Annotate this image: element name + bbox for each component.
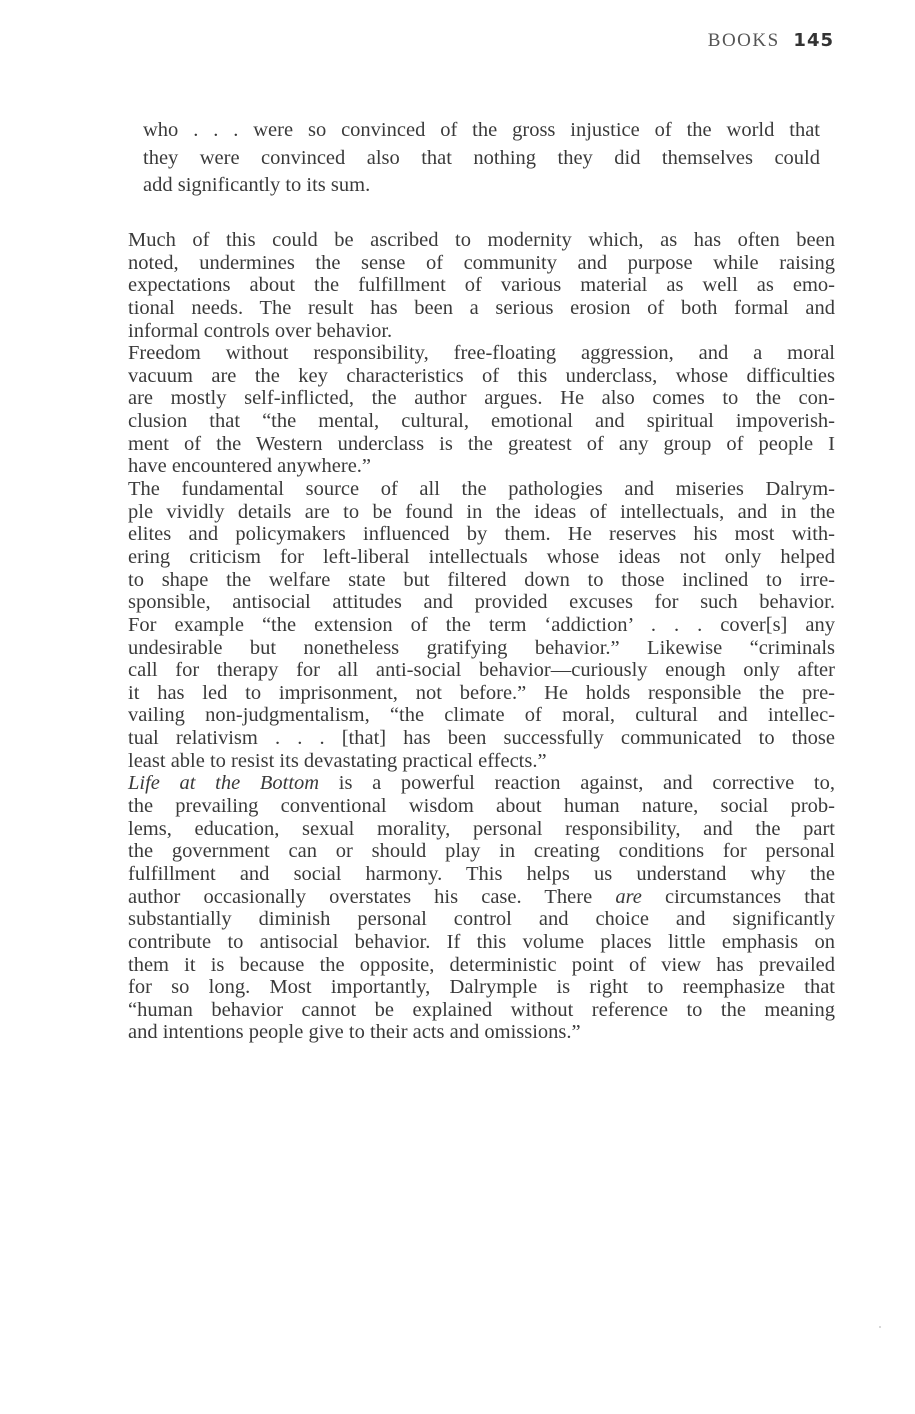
paragraph-life-at-the-bottom	[128, 772, 835, 1044]
quote-line: who . . . were so convinced of the gross injustice of the world that	[143, 119, 820, 141]
paragraph-intellectuals	[128, 478, 835, 772]
text-line	[128, 772, 835, 795]
text-line: call for therapy for all anti-social behavior—curiously enough only after	[128, 659, 835, 682]
text-line	[128, 886, 835, 909]
paragraph-freedom	[128, 342, 835, 478]
running-head	[708, 30, 834, 52]
quote-line: they were convinced also that nothing they did themselves could	[143, 146, 820, 169]
text-line: the prevailing conventional wisdom about human nature, social prob-	[128, 795, 835, 818]
text-line: the government can or should play in creating conditions for personal	[128, 840, 835, 863]
text-segment: author occasionally overstates his case. There	[128, 885, 616, 908]
text-line: The fundamental source of all the pathologies and miseries Dalrym-	[128, 478, 835, 501]
body-text	[128, 229, 835, 1044]
text-line: for so long. Most importantly, Dalrymple is right to reemphasize that	[128, 976, 835, 999]
quote-line: add significantly to its sum.	[143, 174, 371, 196]
text-line: are mostly self-inflicted, the author argues. He also comes to the con-	[128, 387, 835, 410]
text-line: and intentions people give to their acts and omissions.”	[128, 1021, 581, 1044]
text-line: ple vividly details are to be found in the ideas of intellectuals, and in the	[128, 500, 835, 523]
text-line: noted, undermines the sense of community and purpose while raising	[128, 251, 835, 274]
text-line: to shape the welfare state but filtered down to those inclined to irre-	[128, 568, 835, 591]
emphasized-word: are	[615, 885, 642, 908]
text-line: vacuum are the key characteristics of this underclass, whose difficulties	[128, 364, 835, 387]
block-quote	[143, 117, 820, 200]
text-line: lems, education, sexual morality, personal responsibility, and the part	[128, 817, 835, 840]
text-line: informal controls over behavior.	[128, 319, 393, 342]
text-line: clusion that “the mental, cultural, emotional and spiritual impoverish-	[128, 410, 835, 433]
text-line: vailing non-judgmentalism, “the climate of moral, cultural and intellec-	[128, 704, 835, 727]
text-line: contribute to antisocial behavior. If this volume places little emphasis on	[128, 930, 835, 953]
text-line: Freedom without responsibility, free-floating aggression, and a moral	[128, 342, 835, 365]
text-line: substantially diminish personal control and choice and significantly	[128, 908, 835, 931]
text-line: undesirable but nonetheless gratifying behavior.” Likewise “criminals	[128, 636, 835, 659]
text-line: Much of this could be ascribed to modernity which, as has often been	[128, 229, 835, 251]
text-segment: circumstances that	[641, 885, 835, 908]
text-line: least able to resist its devastating practical effects.”	[128, 749, 547, 772]
text-line: have encountered anywhere.”	[128, 455, 372, 478]
page-number: 145	[793, 30, 834, 51]
text-line: sponsible, antisocial attitudes and provided excuses for such behavior.	[128, 591, 835, 614]
text-line: expectations about the fulfillment of various material as well as emo-	[128, 274, 835, 297]
book-title: Life at the Bottom	[128, 772, 320, 795]
text-line: tional needs. The result has been a serious erosion of both formal and	[128, 296, 835, 319]
text-line: elites and policymakers influenced by them. He reserves his most with-	[128, 523, 835, 546]
text-line: them it is because the opposite, deterministic point of view has prevailed	[128, 953, 835, 976]
text-line: For example “the extension of the term ‘addiction’ . . . cover[s] any	[128, 613, 835, 636]
text-line: tual relativism . . . [that] has been successfully communicated to those	[128, 727, 835, 750]
text-line: “human behavior cannot be explained without reference to the meaning	[128, 998, 835, 1021]
text-line: fulfillment and social harmony. This helps us understand why the	[128, 862, 835, 885]
text-line: it has led to imprisonment, not before.” He holds responsible the pre-	[128, 681, 835, 704]
paragraph-modernity	[128, 229, 835, 342]
text-line: ering criticism for left-liberal intellectuals whose ideas not only helped	[128, 545, 835, 568]
text-line: ment of the Western underclass is the greatest of any group of people I	[128, 432, 835, 455]
scan-speck	[879, 1326, 881, 1328]
text-segment: is a powerful reaction against, and corrective to,	[319, 772, 835, 795]
section-title: BOOKS	[707, 30, 780, 51]
